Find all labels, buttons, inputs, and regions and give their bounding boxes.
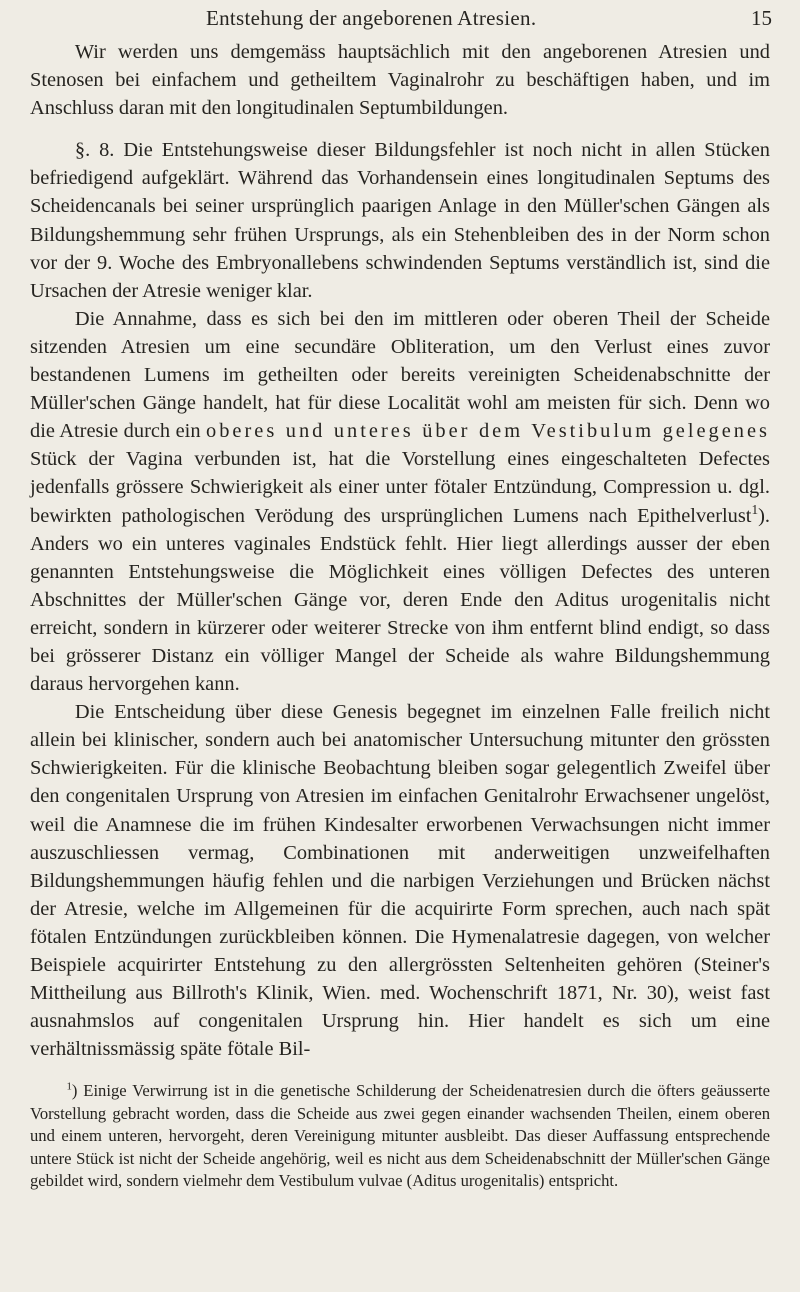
paragraph-text: Stück der Vagina verbunden ist, hat die Vorstellung eines eingeschalteten Defectes jedenfalls grössere Schwierigkeit als einer unter fötaler Entzündung, Compression u. dgl. bewirkten pathologischen Verödung des ursprünglichen Lumens nach Epithelverlust xyxy=(30,448,770,527)
footnote-marker: 1 xyxy=(66,1080,72,1093)
main-text xyxy=(30,38,770,1063)
paragraph-annahme: Die Annahme, dass es sich bei den im mittleren oder oberen Theil der Scheide sitzenden Atresien um eine secundäre Obliteration, um den Verlust eines zuvor bestandenen Lumens im getheilten oder bereits vereinigten Scheidenabschnitte der Müller'schen Gänge handelt, hat für diese Localität wohl am meisten für sich. Denn wo die Atresie durch ein oberes und unteres über dem Vestibulum gelegenes Stück der Vagina verbunden ist, hat die Vorstellung eines eingeschalteten Defectes jedenfalls grössere Schwierigkeit als einer unter fötaler Entzündung, Compression u. dgl. bewirkten pathologischen Verödung des ursprünglichen Lumens nach Epithelverlust$^1$). Anders wo ein unteres vaginales Endstück fehlt. Hier liegt allerdings ausser der eben genannten Entstehungsweise die Möglichkeit eines völligen Defectes des unteren Abschnittes der Müller'schen Gänge vor, deren Ende den Aditus urogenitalis nicht erreicht, sondern in kürzerer oder weiterer Strecke von ihm entfernt blind endigt, so dass bei grösserer Distanz ein völliger Mangel der Scheide als wahre Bildungshemmung daraus hervorgehen kann. xyxy=(30,307,770,696)
footnote-text: ) Einige Verwirrung ist in die genetische Schilderung der Scheidenatresien durch die öfters geäusserte Vorstellung gebracht worden, dass die Scheide aus zwei gegen einander wachsenden Theilen, einem oberen und einem unteren, hervorgeht, deren Vereinigung mitunter ausbleibt. Das dieser Auffassung entsprechende untere Stück ist nicht der Scheide angehörig, weil es nicht aus dem Scheidenabschnitt der Müller'schen Gänge gebildet wird, sondern vielmehr dem Vestibulum vulvae (Aditus urogenitalis) entspricht. xyxy=(30,1081,770,1191)
page-header xyxy=(0,6,800,36)
footnote xyxy=(30,1080,770,1193)
running-title: Entstehung der angeborenen Atresien. xyxy=(206,6,537,30)
spaced-emphasis: oberes und unteres über dem Vestibulum gelegenes xyxy=(206,420,770,443)
footnote-reference: 1 xyxy=(751,501,759,517)
paragraph-entscheidung: Die Entscheidung über diese Genesis begegnet im einzelnen Falle freilich nicht allein bei klinischer, sondern auch bei anatomischer Untersuchung mitunter den grössten Schwierigkeiten. Für die klinische Beobachtung bleiben sogar gelegentlich Zweifel über den congenitalen Ursprung von Atresien im einfachen Genitalrohr Erwachsener ungelöst, weil die Anamnese die im frühen Kindesalter erworbenen Verwachsungen nicht immer auszuschliessen vermag, Combinationen mit anderweitigen unzweifelhaften Bildungshemmungen häufig fehlen und die narbigen Verziehungen und Brücken nächst der Atresie, welche im Allgemeinen für die acquirirte Form sprechen, auch nach spät fötalen Entzündungen zurückbleiben können. Die Hymenalatresie dagegen, von welcher Beispiele acquirirter Entstehung zu den allergrössten Seltenheiten gehören (Steiner's Mittheilung aus Billroth's Klinik, Wien. med. Wochenschrift 1871, Nr. 30), weist fast ausnahmslos auf congenitalen Ursprung hin. Hier handelt es sich um eine verhältnissmässig späte fötale Bil- xyxy=(30,701,770,1061)
page-number: 15 xyxy=(751,6,772,30)
paragraph-text: . Anders wo ein unteres vaginales Endstück fehlt. Hier liegt allerdings ausser der eben genannten Entstehungsweise die Möglichkeit eines völligen Defectes des unteren Abschnittes der Müller'schen Gänge vor, deren Ende den Aditus urogenitalis nicht erreicht, sondern in kürzerer oder weiterer Strecke von ihm entfernt blind endigt, so dass bei grösserer Distanz ein völliger Mangel der Scheide als wahre Bildungshemmung daraus hervorgehen kann. xyxy=(30,504,770,696)
paragraph-intro: Wir werden uns demgemäss hauptsächlich mit den angeborenen Atresien und Stenosen bei einfachem und getheiltem Vaginalrohr zu beschäftigen haben, und im Anschluss daran mit den longitudinalen Septumbildungen. xyxy=(30,41,770,120)
paragraph-section-8: §. 8. Die Entstehungsweise dieser Bildungsfehler ist noch nicht in allen Stücken befriedigend aufgeklärt. Während das Vorhandensein eines longitudinalen Septums des Scheidencanals bei seiner ursprünglich paarigen Anlage in den Müller'schen Gängen als Bildungshemmung sehr frühen Ursprungs, als ein Stehenbleiben des in der Norm schon vor der 9. Woche des Embryonallebens schwindenden Septums verständlich ist, sind die Ursachen der Atresie weniger klar. xyxy=(30,139,770,302)
paragraph-text: Die Annahme, dass es sich bei den im mittleren oder oberen Theil der Scheide sitzenden Atresien um eine secundäre Obliteration, um den Verlust eines zuvor bestandenen Lumens im getheilten oder bereits vereinigten Scheidenabschnitte der Müller'schen Gänge handelt, hat für diese Localität wohl am meisten für sich. Denn wo die Atresie durch ein xyxy=(30,307,770,443)
